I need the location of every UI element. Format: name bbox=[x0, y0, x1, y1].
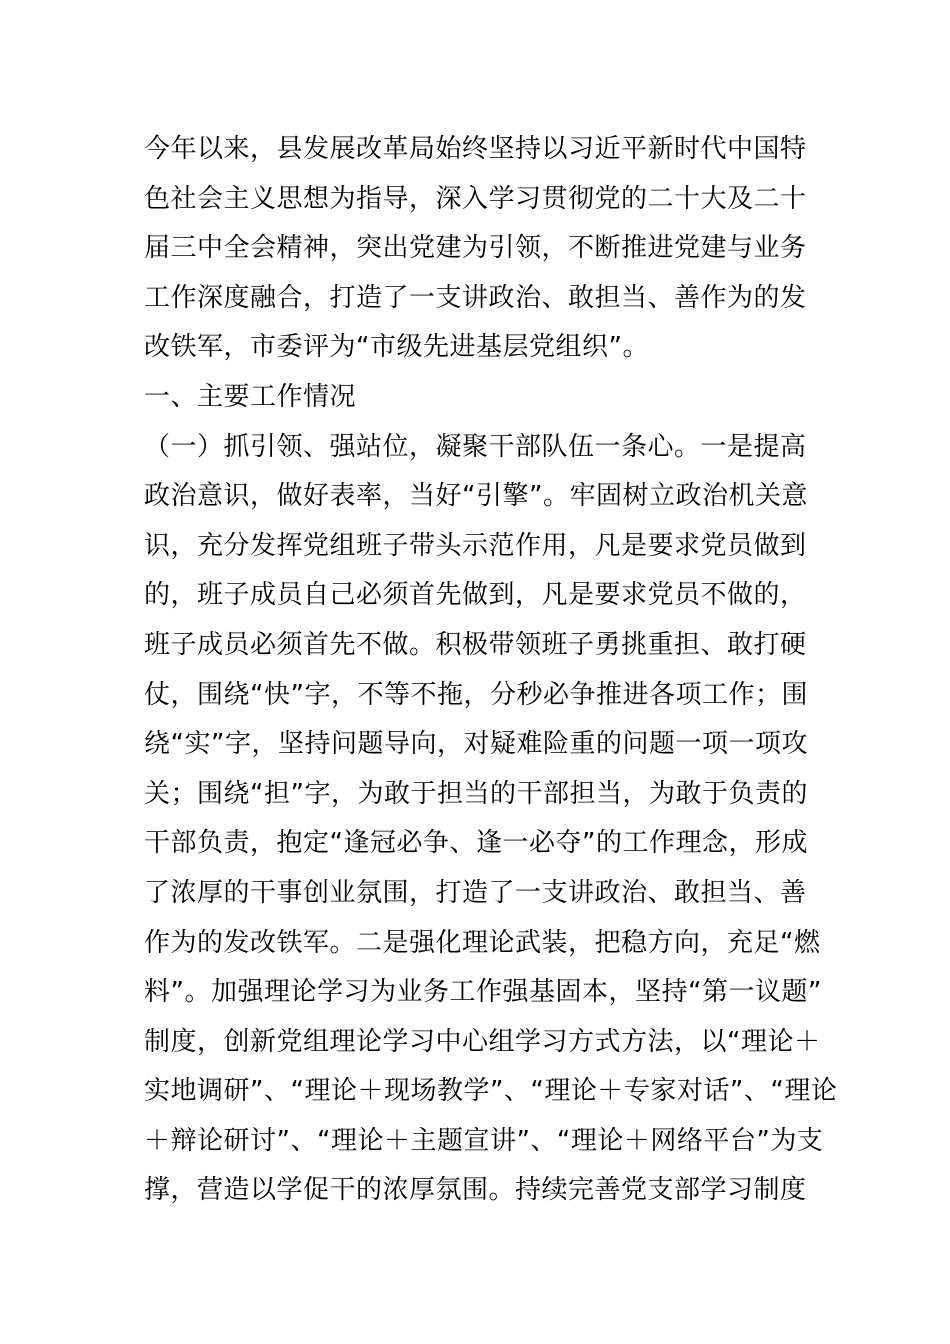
text-line: 政治意识，做好表率，当好“引擎”。牢固树立政治机关意 bbox=[144, 481, 808, 512]
text-line: （一）抓引领、强站位，凝聚干部队伍一条心。一是提高 bbox=[144, 431, 807, 462]
text-line: 仗，围绕“快”字，不等不拖，分秒必争推进各项工作；围 bbox=[144, 679, 808, 710]
text-line: 色社会主义思想为指导，深入学习贯彻党的二十大及二十 bbox=[144, 183, 807, 214]
text-line: 实地调研”、“理论＋现场教学”、“理论＋专家对话”、“理论 bbox=[144, 1076, 838, 1107]
text-line: 撑，营造以学促干的浓厚氛围。持续完善党支部学习制度 bbox=[144, 1175, 807, 1206]
text-line: 班子成员必须首先不做。积极带领班子勇挑重担、敢打硬 bbox=[144, 629, 807, 660]
text-line: 今年以来，县发展改革局始终坚持以习近平新时代中国特 bbox=[144, 134, 807, 164]
body-text bbox=[144, 125, 838, 1216]
text-line: 绕“实”字，坚持问题导向，对疑难险重的问题一项一项攻 bbox=[144, 729, 808, 760]
text-line: 了浓厚的干事创业氛围，打造了一支讲政治、敢担当、善 bbox=[144, 877, 807, 908]
text-line: ＋辩论研讨”、“理论＋主题宣讲”、“理论＋网络平台”为支 bbox=[144, 1125, 824, 1156]
text-line: 干部负责，抱定“逢冠必争、逢一必夺”的工作理念，形成 bbox=[144, 828, 808, 859]
text-line: 工作深度融合，打造了一支讲政治、敢担当、善作为的发 bbox=[144, 282, 807, 313]
text-line: 制度，创新党组理论学习中心组学习方式方法，以“理论＋ bbox=[144, 1026, 821, 1057]
text-line: 作为的发改铁军。二是强化理论武装，把稳方向，充足“燃 bbox=[144, 927, 821, 958]
text-line: 改铁军，市委评为“市级先进基层党组织”。 bbox=[144, 332, 649, 363]
text-line: 料”。加强理论学习为业务工作强基固本，坚持“第一议题” bbox=[144, 977, 822, 1008]
text-line: 的，班子成员自己必须首先做到，凡是要求党员不做的， bbox=[144, 580, 807, 611]
text-line: 关；围绕“担”字，为敢于担当的干部担当，为敢于负责的 bbox=[144, 778, 808, 809]
section-heading: 一、主要工作情况 bbox=[144, 381, 357, 412]
text-line: 届三中全会精神，突出党建为引领，不断推进党建与业务 bbox=[144, 233, 807, 264]
text-line: 识，充分发挥党组班子带头示范作用，凡是要求党员做到 bbox=[144, 530, 807, 561]
